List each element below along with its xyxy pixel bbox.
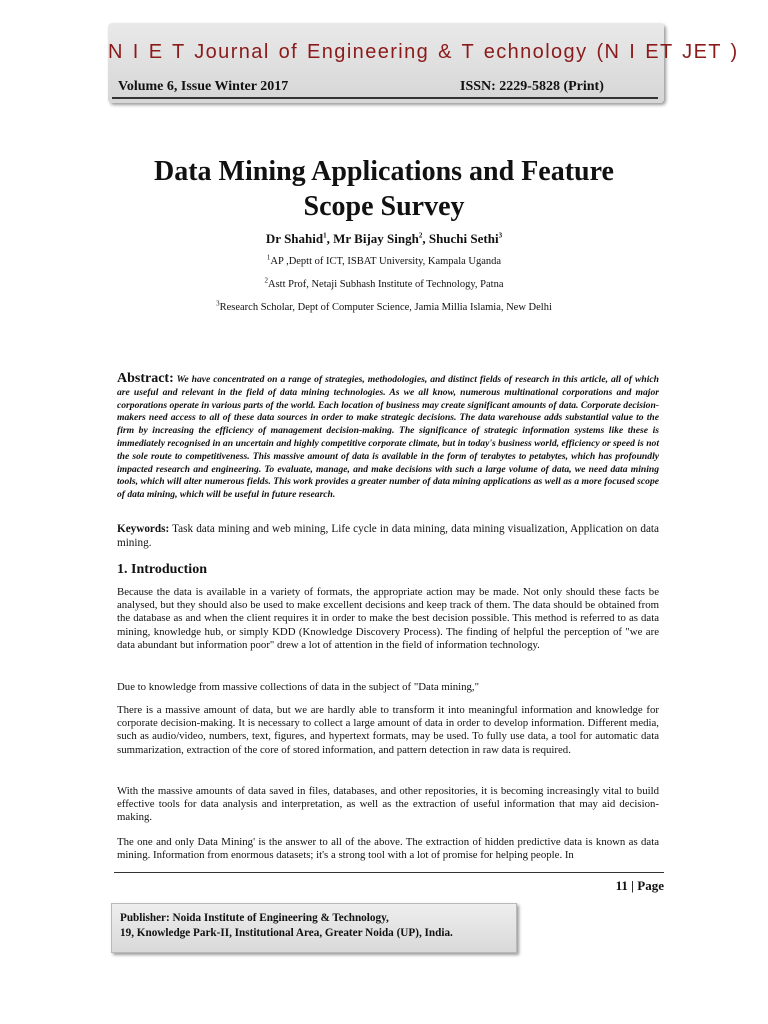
author-affiliation-mark: 2 bbox=[418, 231, 423, 240]
keywords bbox=[117, 522, 659, 550]
page-number: 11 | Page bbox=[615, 878, 664, 893]
publisher-box bbox=[111, 903, 517, 953]
author-affiliation-mark: 3 bbox=[498, 231, 503, 240]
affiliation-mark: 1 bbox=[266, 253, 271, 262]
abstract-label: Abstract: bbox=[117, 371, 174, 386]
author-name: Mr Bijay Singh bbox=[333, 231, 419, 246]
abstract-text: We have concentrated on a range of strategies, methodologies, and distinct fields of research in this article, all of which are useful and relevant in the field of data mining technologies. As we all know, numerous multinational corporations and major corporations operate in various parts of the world. Each location of business may create significant amounts of data. Corporate decision-makers need access to all of these data sources in order to make strategic decisions. The data warehouse adds substantial value to the firm by increasing the efficiency of management decision-making. The significance of strategic information systems like these is immediately recognised in an uncertain and highly competitive corporate climate, but in today's business world, efficiency or speed is not the sole route to competitiveness. This massive amount of data is available in the form of terabytes to petabytes, which has profoundly impacted research and engineering. To evaluate, manage, and make decisions with such a large volume of data, we need data mining tools, which will alter numerous fields. This work provides a greater number of data mining applications as well as a more focused scope of data mining, which will be useful in future research. bbox=[117, 374, 660, 501]
paper-title bbox=[100, 154, 668, 224]
affiliation-3 bbox=[100, 299, 668, 313]
affiliation-mark: 3 bbox=[216, 299, 220, 308]
affiliation-text: Astt Prof, Netaji Subhash Institute of Technology, Patna bbox=[268, 279, 504, 290]
header-divider bbox=[112, 97, 658, 99]
paragraph: With the massive amounts of data saved in files, databases, and other repositories, it is becoming increasingly vital to build effective tools for data analysis and interpretation, as well as the extraction of useful information that may aid decision-making. bbox=[117, 785, 659, 824]
publisher-line-1: Publisher: Noida Institute of Engineering & Technology, bbox=[120, 912, 389, 924]
journal-title: N I E T Journal of Engineering & T echnology (N I ET JET ) bbox=[108, 41, 739, 63]
affiliation-mark: 2 bbox=[264, 276, 268, 285]
author-separator: , bbox=[422, 231, 429, 246]
publisher-line-2: 19, Knowledge Park-II, Institutional Area, Greater Noida (UP), India. bbox=[120, 927, 453, 939]
paragraph: There is a massive amount of data, but we are hardly able to transform it into meaningful information and knowledge for corporate decision-making. It is necessary to collect a large amount of data in order to develop information. Different media, such as audio/video, numbers, text, figures, and hypertext formats, may be used. To fully use data, a tool for automatic data summarization, extraction of the core of stored information, and pattern detection in raw data is required. bbox=[117, 704, 659, 756]
affiliation-2 bbox=[100, 276, 668, 290]
volume-issue: Volume 6, Issue Winter 2017 bbox=[118, 79, 289, 94]
abstract bbox=[117, 373, 659, 502]
issn: ISSN: 2229-5828 (Print) bbox=[460, 79, 604, 94]
keywords-label: Keywords: bbox=[117, 523, 170, 535]
section-heading: 1. Introduction bbox=[117, 562, 207, 577]
paper-title-line-1: Data Mining Applications and Feature bbox=[154, 156, 614, 187]
affiliation-text: AP ,Deptt of ICT, ISBAT University, Kampala Uganda bbox=[270, 256, 502, 267]
affiliation-text: Research Scholar, Dept of Computer Science, Jamia Millia Islamia, New Delhi bbox=[219, 302, 552, 313]
author-affiliation-mark: 1 bbox=[323, 231, 327, 240]
author-name: Dr Shahid bbox=[265, 231, 324, 246]
footer-divider bbox=[114, 872, 664, 873]
paper-title-line-2: Scope Survey bbox=[303, 191, 465, 222]
paragraph: Because the data is available in a variety of formats, the appropriate action may be made. Not only should these facts be analysed, but they should also be used to make excellent decisions and keep track of them. The data should be obtained from the database as and when the client requires it in order to make the best decision possible. This method is referred to as data mining, knowledge hub, or simply KDD (Knowledge Discovery Process). The finding of helpful the perception of "we are data abundant but information poor" drew a lot of attention in the field of information technology. bbox=[117, 586, 659, 651]
author-name: Shuchi Sethi bbox=[428, 231, 499, 246]
affiliation-1 bbox=[100, 253, 668, 267]
paragraph: The one and only Data Mining' is the answer to all of the above. The extraction of hidden predictive data is known as data mining. Information from enormous datasets; it's a strong tool with a lot of promise for helping people. In bbox=[117, 836, 659, 862]
author-separator: , bbox=[326, 231, 334, 246]
journal-header bbox=[108, 23, 739, 103]
paragraph: Due to knowledge from massive collections of data in the subject of "Data mining," bbox=[117, 681, 480, 693]
keywords-text: Task data mining and web mining, Life cycle in data mining, data mining visualization, Application on data mining. bbox=[117, 523, 659, 549]
author-list bbox=[100, 231, 668, 247]
